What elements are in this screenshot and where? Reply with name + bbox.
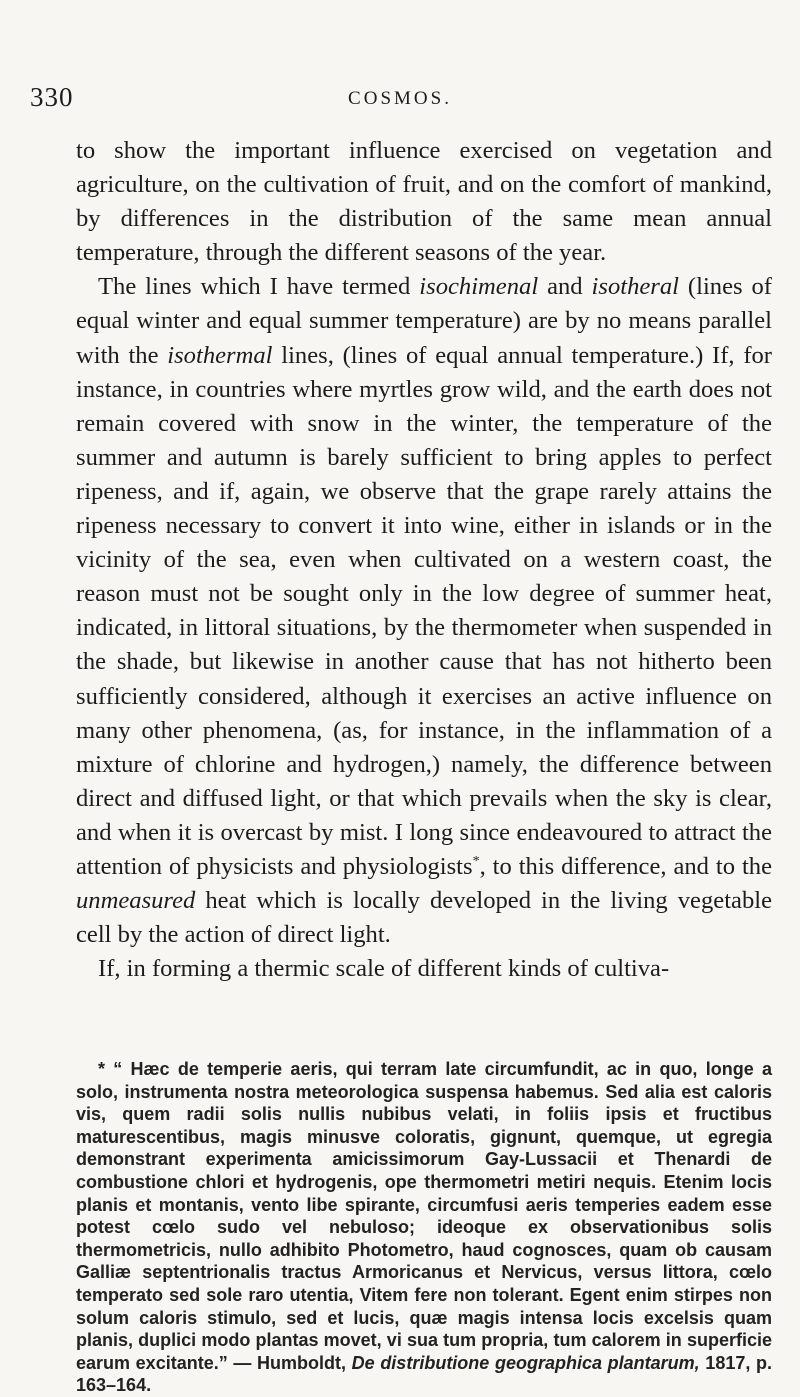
main-text bbox=[76, 134, 772, 986]
paragraph-2: The lines which I have termed isochimenal and isotheral (lines of equal winter and equal summer temperature) are by no means parallel with the isothermal lines, (lines of equal annual temperature.) If, for instance, in countries where myrtles grow wild, and the earth does not remain covered with snow in the winter, the temperature of the summer and autumn is barely sufficient to bring apples to perfect ripeness, and if, again, we observe that the grape rarely attains the ripeness necessary to convert it into wine, either in islands or in the vicinity of the sea, even when cultivated on a western coast, the reason must not be sought only in the low degree of summer heat, indicated, in littoral situations, by the thermometer when suspended in the shade, but likewise in another cause that has not hitherto been sufficiently considered, although it exercises an active influence on many other phenomena, (as, for instance, in the inflammation of a mixture of chlorine and hydrogen,) namely, the difference between direct and diffused light, or that which prevails when the sky is clear, and when it is overcast by mist. I long since endeavoured to attract the attention of physicists and physiologists*, to this difference, and to the unmeasured heat which is locally developed in the living vegetable cell by the action of direct light. bbox=[76, 273, 773, 949]
running-title: COSMOS. bbox=[348, 88, 452, 109]
footnote-text: * “ Hæc de temperie aeris, qui terram late circumfundit, ac in quo, longe a solo, instrumenta nostra meteorologica suspensa habemus. Sed alia est caloris vis, quem radii solis nullis nubibus velati, in foliis ipsis et fructibus maturescentibus, magis minusve coloratis, gignunt, quemque, ut egregia demonstrant experimenta amicissimorum Gay-Lussacii et Thenardi de combustione chlori et hydrogenis, ope thermometri metiri nequis. Etenim locis planis et montanis, vento libe spirante, circumfusi aeris temperies eadem esse potest cœlo sudo vel nebuloso; ideoque ex observationibus solis thermometricis, nullo adhibito Photometro, haud cognosces, quam ob causam Galliæ septentrionalis tractus Armoricanus et Nervicus, versus littora, cœlo temperato sed sole raro utentia, Vitem fere non tolerant. Egent enim stirpes non solum caloris stimulo, sed et lucis, quæ magis intensa locis excelsis quam planis, duplici modo plantas movet, vi sua tum propria, tum calorem in superficie earum excitante.” — Humboldt, De distributione geographica plantarum, 1817, p. 163–164. bbox=[76, 1059, 772, 1396]
paragraph-3: If, in forming a thermic scale of different kinds of cultiva- bbox=[98, 955, 670, 983]
term-isochimenal: isochimenal bbox=[419, 273, 539, 301]
term-unmeasured: unmeasured bbox=[76, 887, 196, 915]
term-isotheral: isotheral bbox=[591, 273, 679, 301]
footnote bbox=[76, 1058, 772, 1397]
paragraph-1: to show the important influence exercised on vegetation and agriculture, on the cultivation of fruit, and on the comfort of mankind, by differences in the distribution of the same mean annual temperature, through the different seasons of the year. bbox=[76, 137, 772, 267]
cited-work-title: De distributione geographica plantarum, bbox=[351, 1352, 700, 1373]
term-isothermal: isothermal bbox=[167, 341, 273, 369]
page-number: 330 bbox=[30, 82, 74, 112]
footnote-marker: * bbox=[472, 853, 480, 869]
